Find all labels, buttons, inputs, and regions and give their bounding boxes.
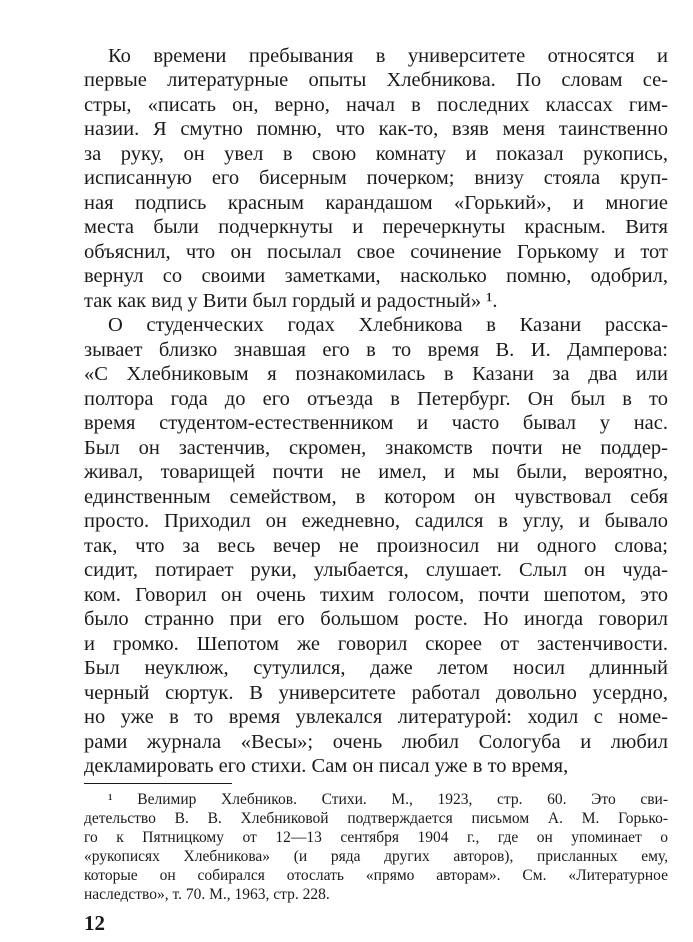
body-text-line: места были подчеркнуты и перечеркнуты красным. Витя xyxy=(84,216,668,238)
body-text-line: время студентом-естественником и часто бывал у нас. xyxy=(84,412,668,434)
footnote-separator xyxy=(84,783,232,784)
body-text-line: так, что за весь вечер не произносил ни одного слова; xyxy=(84,535,668,557)
body-text-line: Ко времени пребывания в университете относятся и xyxy=(108,45,668,67)
body-text-line: «С Хлебниковым я познакомилась в Казани за два или xyxy=(84,363,668,385)
body-text-line: так как вид у Вити был гордый и радостный» ¹. xyxy=(84,290,498,312)
footnote-line: которые он собирался отослать «прямо авторам». См. «Литературное xyxy=(84,867,668,884)
body-text-line: Был неуклюж, сутулился, даже летом носил длинный xyxy=(84,657,668,679)
body-text-line: живал, товарищей почти не имел, и мы были, вероятно, xyxy=(84,461,668,483)
footnote-line: наследство», т. 70. М., 1963, стр. 228. xyxy=(84,886,330,903)
body-text-line: стры, «писать он, верно, начал в последних классах гим- xyxy=(84,94,668,116)
body-text-line: было странно при его большом росте. Но иногда говорил xyxy=(84,608,668,630)
footnote-line: го к Пятницкому от 12—13 сентября 1904 г., где он упоминает о xyxy=(84,829,668,846)
body-text-line: вернул со своими заметками, насколько помню, одобрил, xyxy=(84,265,668,287)
body-text-line: исписанную его бисерным почерком; внизу стояла круп- xyxy=(84,167,668,189)
body-text-line: объяснил, что он посылал свое сочинение Горькому и тот xyxy=(84,241,668,263)
body-text-line: сидит, потирает руки, улыбается, слушает. Слыл он чуда- xyxy=(84,559,668,581)
footnote-line: «рукописях Хлебникова» (и ряда других авторов), присланных ему, xyxy=(84,848,668,865)
body-text-line: зывает близко знавшая его в то время В. И. Дамперова: xyxy=(84,339,668,361)
body-text-line: единственным семейством, в котором он чувствовал себя xyxy=(84,486,668,508)
footnote-line: детельство В. В. Хлебниковой подтверждается письмом А. М. Горько- xyxy=(84,810,668,827)
body-text-line: рами журнала «Весы»; очень любил Сологуба и любил xyxy=(84,731,668,753)
body-text-line: ная подпись красным карандашом «Горький», и многие xyxy=(84,192,668,214)
body-text-line: полтора года до его отъезда в Петербург. Он был в то xyxy=(84,388,668,410)
body-text-line: и громко. Шепотом же говорил скорее от застенчивости. xyxy=(84,633,668,655)
body-text-line: ком. Говорил он очень тихим голосом, почти шепотом, это xyxy=(84,584,668,606)
body-text-line: за руку, он увел в свою комнату и показал рукопись, xyxy=(84,143,668,165)
body-text-line: черный сюртук. В университете работал довольно усердно, xyxy=(84,682,668,704)
body-text-line: О студенческих годах Хлебникова в Казани расска- xyxy=(108,314,668,336)
page-number: 12 xyxy=(84,911,105,935)
body-text-line: Был он застенчив, скромен, знакомств почти не поддер- xyxy=(84,437,668,459)
body-text-line: декламировать его стихи. Сам он писал уже в то время, xyxy=(84,755,569,777)
footnote-line: ¹ Велимир Хлебников. Стихи. М., 1923, стр. 60. Это сви- xyxy=(108,791,668,808)
body-text-line: назии. Я смутно помню, что как-то, взяв меня таинственно xyxy=(84,118,668,140)
body-text-line: первые литературные опыты Хлебникова. По словам се- xyxy=(84,69,668,91)
body-text-line: просто. Приходил он ежедневно, садился в углу, и бывало xyxy=(84,510,668,532)
body-text-line: но уже в то время увлекался литературой: ходил с номе- xyxy=(84,706,668,728)
